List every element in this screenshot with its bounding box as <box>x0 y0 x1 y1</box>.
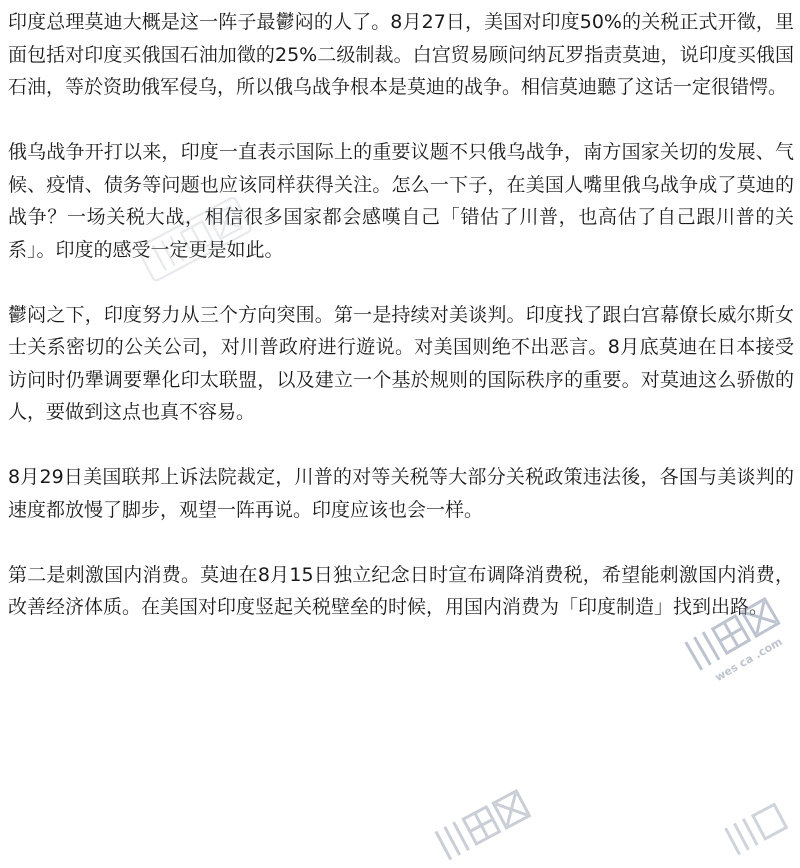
watermark-logo-bottom <box>418 778 558 868</box>
paragraph-4: 8月29日美国联邦上诉法院裁定，川普的对等关税等大部分关税政策违法後，各国与美谈判的速度都放慢了脚步，观望一阵再说。印度应该也会一样。 <box>8 466 794 521</box>
paragraph-5: 第二是刺激国内消费。莫迪在8月15日独立纪念日时宣布调降消费税，希望能刺激国内消费，改善经济体质。在美国对印度竖起关税壁垒的时候，用国内消费为「印度制造」找到出路。 <box>8 563 794 618</box>
watermark-domain: wes ca .com <box>712 635 785 685</box>
watermark-logo-bottom-right <box>716 800 796 860</box>
paragraph-1: 印度总理莫迪大概是这一阵子最鬱闷的人了。8月27日，美国对印度50%的关税正式开徵，里面包括对印度买俄国石油加徵的25%二级制裁。白宫贸易顾问纳瓦罗指责莫迪，说印度买俄国石油，等於资助俄军侵乌，所以俄乌战争根本是莫迪的战争。相信莫迪聽了这话一定很错愕。 <box>8 11 794 98</box>
paragraph-3: 鬱闷之下，印度努力从三个方向突围。第一是持续对美谈判。印度找了跟白宫幕僚长威尔斯女士关系密切的公关公司，对川普政府进行遊说。对美国则绝不出恶言。8月底莫迪在日本接受访问时仍犟调要犟化印太联盟，以及建立一个基於规则的国际秩序的重要。对莫迪这么骄傲的人，要做到这点也真不容易。 <box>8 303 794 423</box>
paragraph-2: 俄乌战争开打以来，印度一直表示国际上的重要议题不只俄乌战争，南方国家关切的发展、气候、疫情、债务等问题也应该同样获得关注。怎么一下子，在美国人嘴里俄乌战争成了莫迪的战争？一场关税大战，相信很多国家都会感嘆自己「错估了川普，也高估了自己跟川普的关系」。印度的感受一定更是如此。 <box>8 141 794 261</box>
article-body <box>8 6 794 624</box>
